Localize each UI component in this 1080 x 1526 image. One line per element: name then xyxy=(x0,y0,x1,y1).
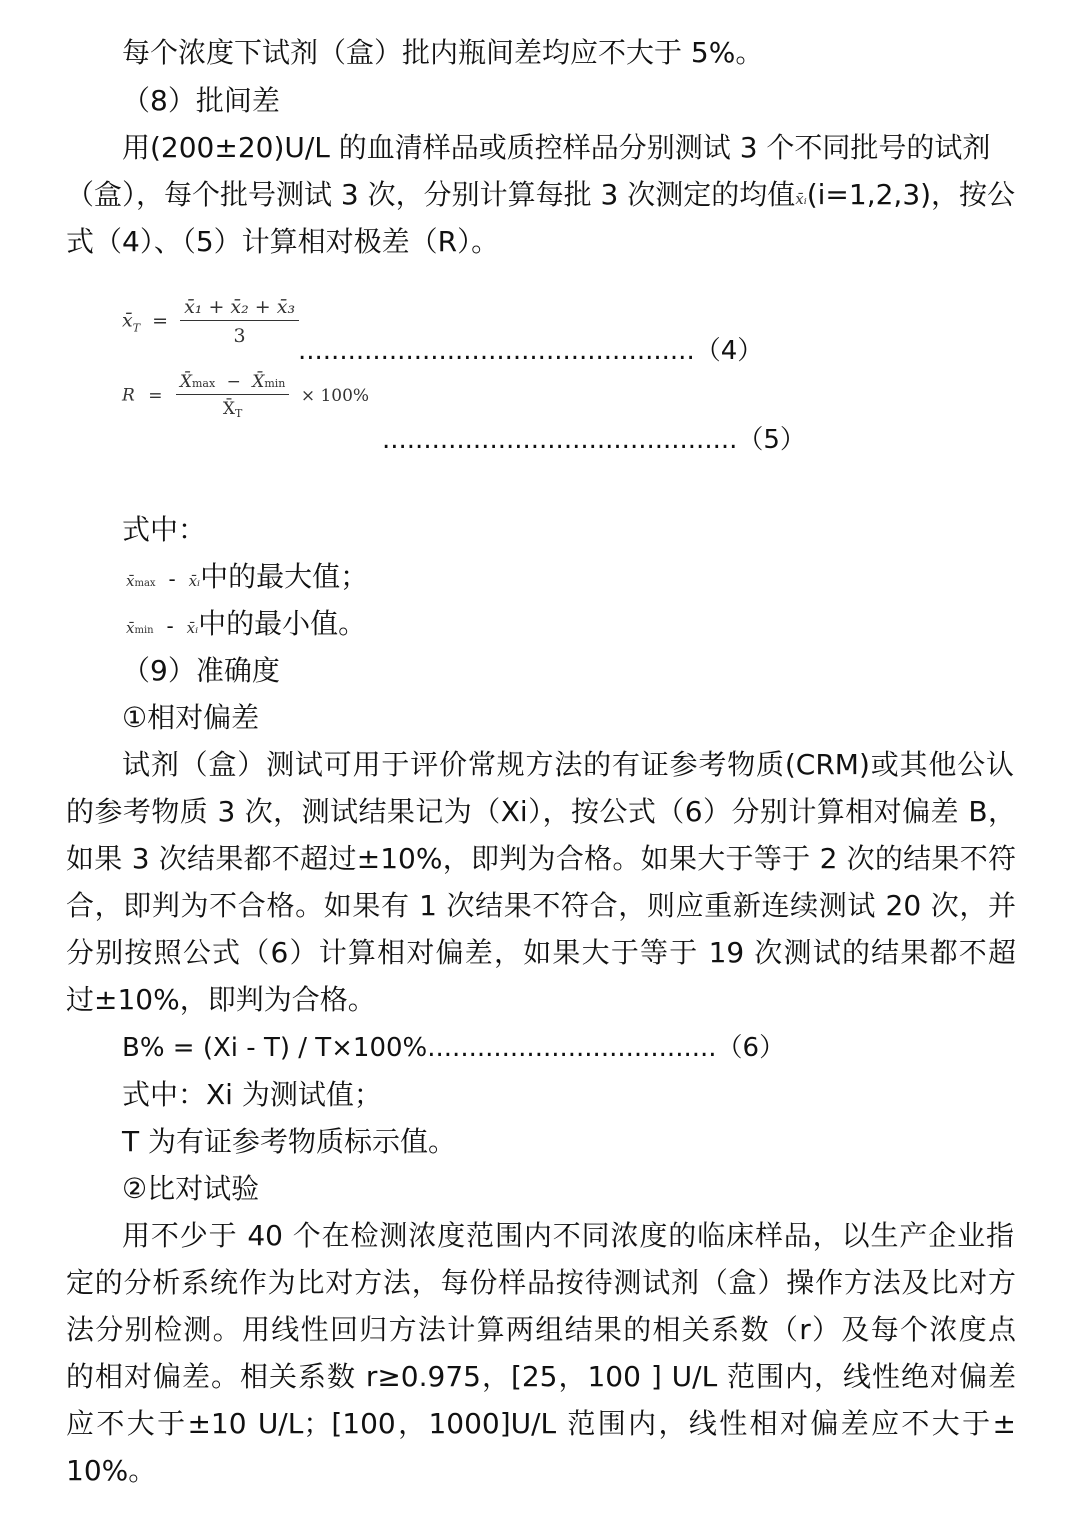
text-segment: 中的最小值。 xyxy=(198,607,367,640)
fraction-numerator: x̄₁ + x̄₂ + x̄₃ xyxy=(180,296,299,321)
paragraph-line: 每个浓度下试剂（盒）批内瓶间差均应不大于 5%。 xyxy=(122,36,764,69)
dash: - xyxy=(166,614,174,638)
formula-equals: = xyxy=(148,385,163,406)
paragraph-line: 定的分析系统作为比对方法，每份样品按待测试剂（盒）操作方法及比对方 xyxy=(66,1266,1016,1299)
formula-5-leader xyxy=(382,419,806,456)
formula-fraction xyxy=(176,372,290,420)
mean-xi-symbol: x̄ᵢ xyxy=(186,619,199,637)
paragraph-line: 用不少于 40 个在检测浓度范围内不同浓度的临床样品，以生产企业指 xyxy=(122,1219,1014,1252)
where-heading: 式中： xyxy=(122,513,207,546)
formula-lhs-subscript: T xyxy=(132,321,141,335)
formula-fraction xyxy=(180,296,299,347)
subheading-comparison-test: ②比对试验 xyxy=(122,1172,260,1205)
formula-number: （5） xyxy=(737,425,806,455)
paragraph-line: 用(200±20)U/L 的血清样品或质控样品分别测试 3 个不同批号的试剂 xyxy=(122,131,991,164)
formula-equals: = xyxy=(152,309,169,332)
minus-sign: − xyxy=(226,372,241,392)
fraction-denominator xyxy=(223,395,242,420)
x-max-symbol: x̄ xyxy=(126,572,135,590)
x-max-subscript: max xyxy=(191,377,216,390)
mean-xi-symbol: x̄ᵢ xyxy=(188,572,201,590)
fraction-denominator: 3 xyxy=(233,325,246,347)
text-segment: （盒），每个批号测试 3 次，分别计算每批 3 次测定的均值 xyxy=(66,178,796,211)
formula-4 xyxy=(122,296,299,347)
mean-xi-symbol: x̄ᵢ xyxy=(795,190,807,208)
paragraph-line: 如果 3 次结果都不超过±10%，即判为合格。如果大于等于 2 次的结果不符 xyxy=(66,842,1016,875)
formula-4-leader xyxy=(298,330,763,367)
x-min-subscript: min xyxy=(134,625,154,636)
x-min-symbol: x̄ xyxy=(126,619,135,637)
formula-lhs: x̄ xyxy=(122,309,133,332)
x-t-symbol: X̄ xyxy=(222,399,236,419)
paragraph-line: 过±10%，即判为合格。 xyxy=(66,983,376,1016)
text-segment: (i=1,2,3)，按公 xyxy=(806,178,1016,211)
x-max-subscript: max xyxy=(134,578,156,589)
subheading-relative-deviation: ①相对偏差 xyxy=(122,701,260,734)
section-heading-8: （8）批间差 xyxy=(122,84,280,117)
x-min-symbol: X̄ xyxy=(252,372,265,392)
formula-lhs: R xyxy=(122,385,135,406)
times-100-percent: × 100% xyxy=(300,385,370,406)
paragraph-line: 分别按照公式（6）计算相对偏差，如果大于等于 19 次测试的结果都不超 xyxy=(66,936,1016,969)
paragraph-line: 法分别检测。用线性回归方法计算两组结果的相关系数（r）及每个浓度点 xyxy=(66,1313,1016,1346)
leader-dots: ........................................... xyxy=(382,425,738,455)
where-line: 式中：Xi 为测试值； xyxy=(122,1078,382,1111)
paragraph-line: 合，即判为不合格。如果有 1 次结果不符合，则应重新连续测试 20 次，并 xyxy=(66,889,1016,922)
formula-5 xyxy=(122,372,369,420)
text-segment: 中的最大值； xyxy=(200,560,369,593)
paragraph-line: 应不大于±10 U/L；[100，1000]U/L 范围内，线性相对偏差应不大于± xyxy=(66,1407,1016,1440)
dash: - xyxy=(168,567,176,591)
x-t-subscript: T xyxy=(235,407,243,420)
formula-6: B% = (Xi - T) / T×100%...................................（6） xyxy=(122,1033,786,1063)
x-min-subscript: min xyxy=(264,377,286,390)
paragraph-line: 的相对偏差。相关系数 r≥0.975，[25，100 ] U/L 范围内，线性绝对偏差 xyxy=(66,1360,1016,1393)
paragraph-line: 试剂（盒）测试可用于评价常规方法的有证参考物质(CRM)或其他公认 xyxy=(122,748,1014,781)
paragraph-line: 式（4）、（5）计算相对极差（R）。 xyxy=(66,225,500,258)
leader-dots: ................................................ xyxy=(298,336,695,366)
where-max-line xyxy=(126,560,1076,601)
x-max-symbol: X̄ xyxy=(179,372,192,392)
paragraph-line: 的参考物质 3 次，测试结果记为（Xi），按公式（6）分别计算相对偏差 B， xyxy=(66,795,1016,828)
paragraph-line: 10%。 xyxy=(66,1454,157,1487)
paragraph-line xyxy=(66,178,1016,216)
fraction-numerator xyxy=(176,372,290,395)
formula-number: （4） xyxy=(694,336,764,366)
section-heading-9: （9）准确度 xyxy=(122,654,280,687)
where-min-line xyxy=(126,607,1076,648)
where-line: T 为有证参考物质标示值。 xyxy=(122,1125,457,1158)
